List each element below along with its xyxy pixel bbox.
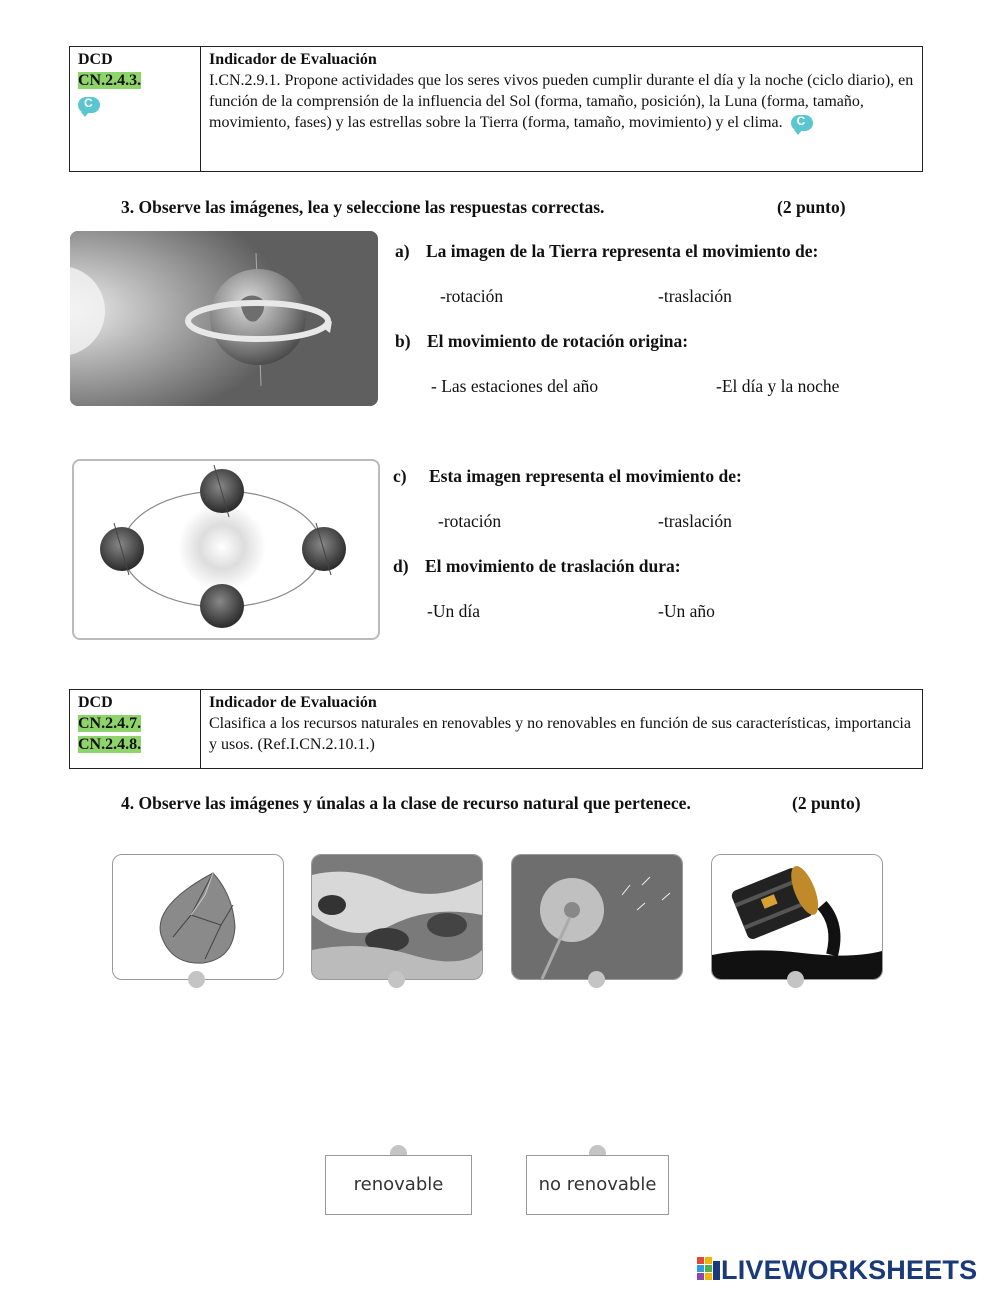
question-4-title: 4. Observe las imágenes y únalas a la clase de recurso natural que pertenece. bbox=[121, 793, 691, 813]
question-4-points: (2 punto) bbox=[792, 793, 861, 813]
q3d-text: El movimiento de traslación dura: bbox=[424, 556, 681, 576]
indicator-text: Clasifica a los recursos naturales en renovables y no renovables en función de sus características, importancia y usos. (Ref.I.CN.2.10.1.) bbox=[209, 715, 911, 753]
q3a-option-rotacion[interactable]: -rotación bbox=[440, 286, 504, 306]
q3a-label: a) bbox=[395, 241, 410, 261]
q3a-text: La imagen de la Tierra representa el movimiento de: bbox=[425, 241, 819, 261]
q3c-label: c) bbox=[393, 466, 407, 486]
q3b-label: b) bbox=[395, 331, 411, 351]
liveworksheets-logo bbox=[697, 1256, 977, 1284]
q3b-option-dia-noche[interactable]: -El día y la noche bbox=[716, 376, 840, 396]
dcd-code: CN.2.4.8. bbox=[78, 736, 142, 753]
indicator-title: Indicador de Evaluación bbox=[209, 694, 377, 711]
question-3-points: (2 punto) bbox=[777, 197, 846, 217]
q3b-text: El movimiento de rotación origina: bbox=[426, 331, 689, 351]
connector-dot-dandelion[interactable] bbox=[588, 971, 605, 988]
dcd-label: DCD bbox=[78, 51, 113, 68]
connector-dot-water[interactable] bbox=[388, 971, 405, 988]
oil-barrel-image bbox=[711, 854, 883, 980]
dandelion-image bbox=[511, 854, 683, 980]
indicator-table-2 bbox=[69, 689, 923, 769]
q3c-option-traslacion[interactable]: -traslación bbox=[658, 511, 732, 531]
indicator-cell bbox=[201, 690, 923, 769]
question-3-title: 3. Observe las imágenes, lea y seleccione las respuestas correctas. bbox=[121, 197, 605, 217]
target-box-no-renovable[interactable]: no renovable bbox=[526, 1155, 669, 1215]
q3d-label: d) bbox=[393, 556, 409, 576]
dcd-cell bbox=[70, 47, 201, 172]
q3d-option-un-dia[interactable]: -Un día bbox=[427, 601, 480, 621]
indicator-text: I.CN.2.9.1. Propone actividades que los seres vivos pueden cumplir durante el día y la noche (ciclo diario), en función de la comprensión de la influencia del Sol (forma, tamaño, posición), la Luna (forma, tamaño, movimiento, fases) y las estrellas sobre la Tierra (forma, tamaño, movimiento) y el clima. bbox=[209, 72, 914, 131]
indicator-cell bbox=[201, 47, 923, 172]
q3c-text: Esta imagen representa el movimiento de: bbox=[428, 466, 742, 486]
dcd-cell bbox=[70, 690, 201, 769]
indicator-title: Indicador de Evaluación bbox=[209, 51, 377, 68]
q3a-option-traslacion[interactable]: -traslación bbox=[658, 286, 732, 306]
q3c-option-rotacion[interactable]: -rotación bbox=[438, 511, 502, 531]
comment-icon[interactable] bbox=[791, 115, 813, 131]
dcd-code: CN.2.4.3. bbox=[78, 72, 142, 89]
logo-text: LIVEWORKSHEETS bbox=[721, 1254, 978, 1285]
connector-dot-oil[interactable] bbox=[787, 971, 804, 988]
liveworksheets-logo-icon bbox=[697, 1257, 721, 1283]
dcd-label: DCD bbox=[78, 694, 113, 711]
q3b-option-estaciones[interactable]: - Las estaciones del año bbox=[431, 376, 599, 396]
earth-orbit-image bbox=[72, 459, 380, 640]
connector-dot-gem[interactable] bbox=[188, 971, 205, 988]
gem-image bbox=[112, 854, 284, 980]
comment-icon[interactable] bbox=[78, 97, 100, 113]
dcd-code: CN.2.4.7. bbox=[78, 715, 142, 732]
water-river-image bbox=[311, 854, 483, 980]
q3d-option-un-ano[interactable]: -Un año bbox=[658, 601, 715, 621]
target-box-renovable[interactable]: renovable bbox=[325, 1155, 472, 1215]
earth-rotation-image bbox=[70, 231, 378, 406]
indicator-table-1 bbox=[69, 46, 923, 172]
